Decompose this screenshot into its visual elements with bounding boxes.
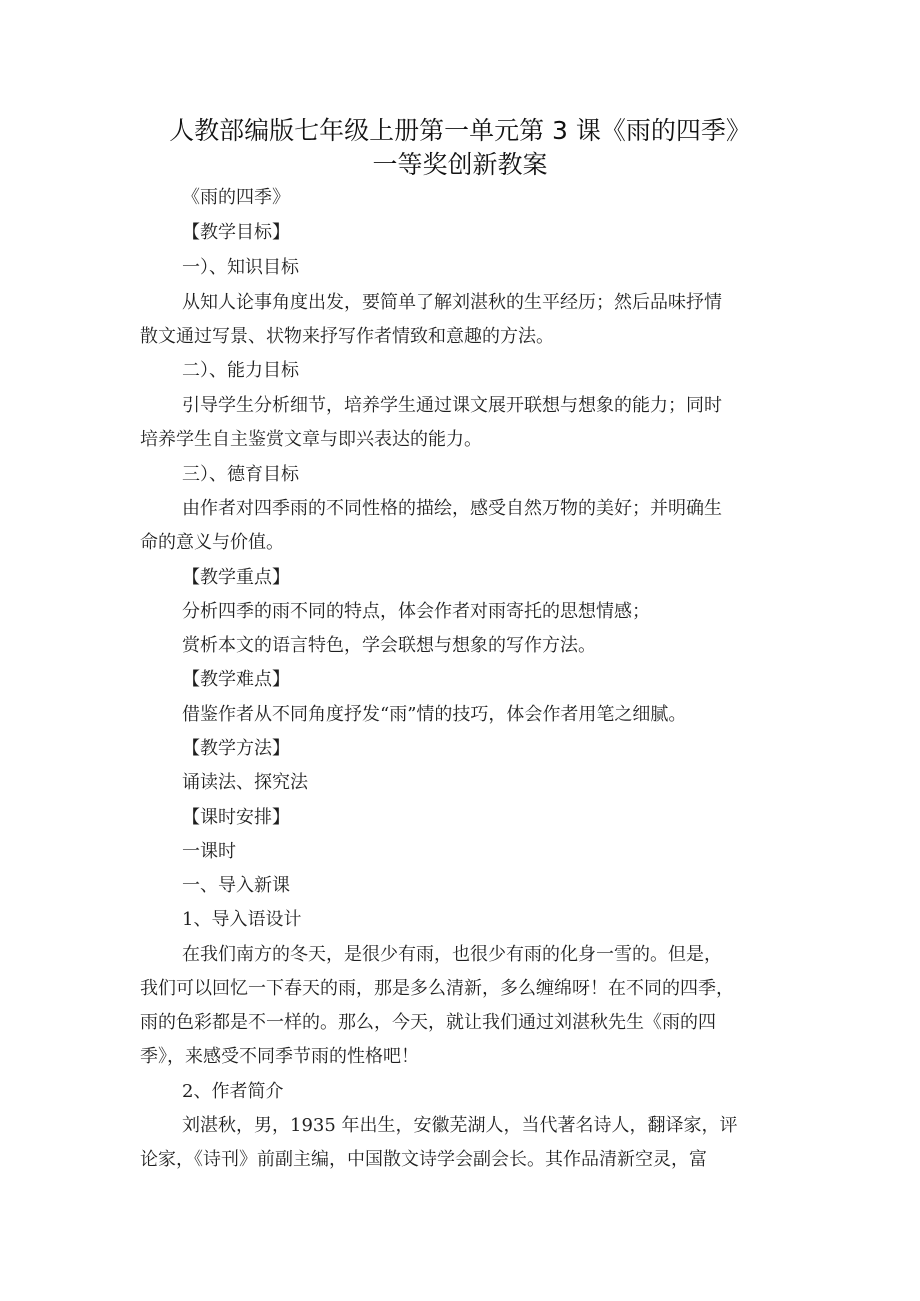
document-title: 人教部编版七年级上册第一单元第 3 课《雨的四季》: [169, 116, 751, 145]
section-heading: 【教学重点】: [182, 567, 290, 588]
text-line: 《雨的四季》: [182, 187, 290, 208]
paragraph-line: 雨的色彩都是不一样的。那么，今天，就让我们通过刘湛秋先生《雨的四: [140, 1012, 716, 1033]
subsection-heading: 二）、能力目标: [182, 360, 299, 381]
subsection-heading: 三）、德育目标: [182, 464, 299, 485]
subsection-heading: 1、导入语设计: [182, 909, 302, 930]
paragraph-line: 散文通过写景、状物来抒写作者情致和意趣的方法。: [140, 326, 554, 347]
paragraph-line: 在我们南方的冬天，是很少有雨，也很少有雨的化身一雪的。但是，: [182, 944, 722, 965]
paragraph-line: 命的意义与价值。: [140, 532, 284, 553]
paragraph-line: 借鉴作者从不同角度抒发“雨”情的技巧，体会作者用笔之细腻。: [182, 704, 687, 725]
document-subtitle: 一等奖创新教案: [372, 150, 548, 179]
paragraph-line: 季》，来感受不同季节雨的性格吧！: [140, 1046, 419, 1067]
section-heading: 【教学方法】: [182, 738, 290, 759]
subsection-heading: 2、作者简介: [182, 1081, 284, 1102]
paragraph-line: 由作者对四季雨的不同性格的描绘，感受自然万物的美好；并明确生: [182, 498, 722, 519]
paragraph-line: 论家，《诗刊》前副主编，中国散文诗学会副会长。其作品清新空灵，富: [140, 1149, 707, 1170]
subsection-heading: 一）、知识目标: [182, 257, 299, 278]
section-heading: 【教学难点】: [182, 669, 290, 690]
paragraph-line: 从知人论事角度出发，要简单了解刘湛秋的生平经历；然后品味抒情: [182, 292, 722, 313]
paragraph-line: 刘湛秋，男，1935 年出生，安徽芜湖人，当代著名诗人，翻译家，评: [182, 1115, 738, 1136]
section-heading: 【课时安排】: [182, 807, 290, 828]
paragraph-line: 引导学生分析细节，培养学生通过课文展开联想与想象的能力；同时: [182, 395, 722, 416]
paragraph-line: 一课时: [182, 841, 236, 862]
paragraph-line: 赏析本文的语言特色，学会联想与想象的写作方法。: [182, 635, 596, 656]
paragraph-line: 诵读法、探究法: [182, 772, 308, 793]
paragraph-line: 我们可以回忆一下春天的雨，那是多么清新，多么缠绵呀！在不同的四季，: [140, 978, 734, 999]
section-heading: 【教学目标】: [182, 222, 290, 243]
section-heading: 一、导入新课: [182, 875, 290, 896]
paragraph-line: 培养学生自主鉴赏文章与即兴表达的能力。: [140, 429, 482, 450]
paragraph-line: 分析四季的雨不同的特点，体会作者对雨寄托的思想情感；: [182, 601, 650, 622]
